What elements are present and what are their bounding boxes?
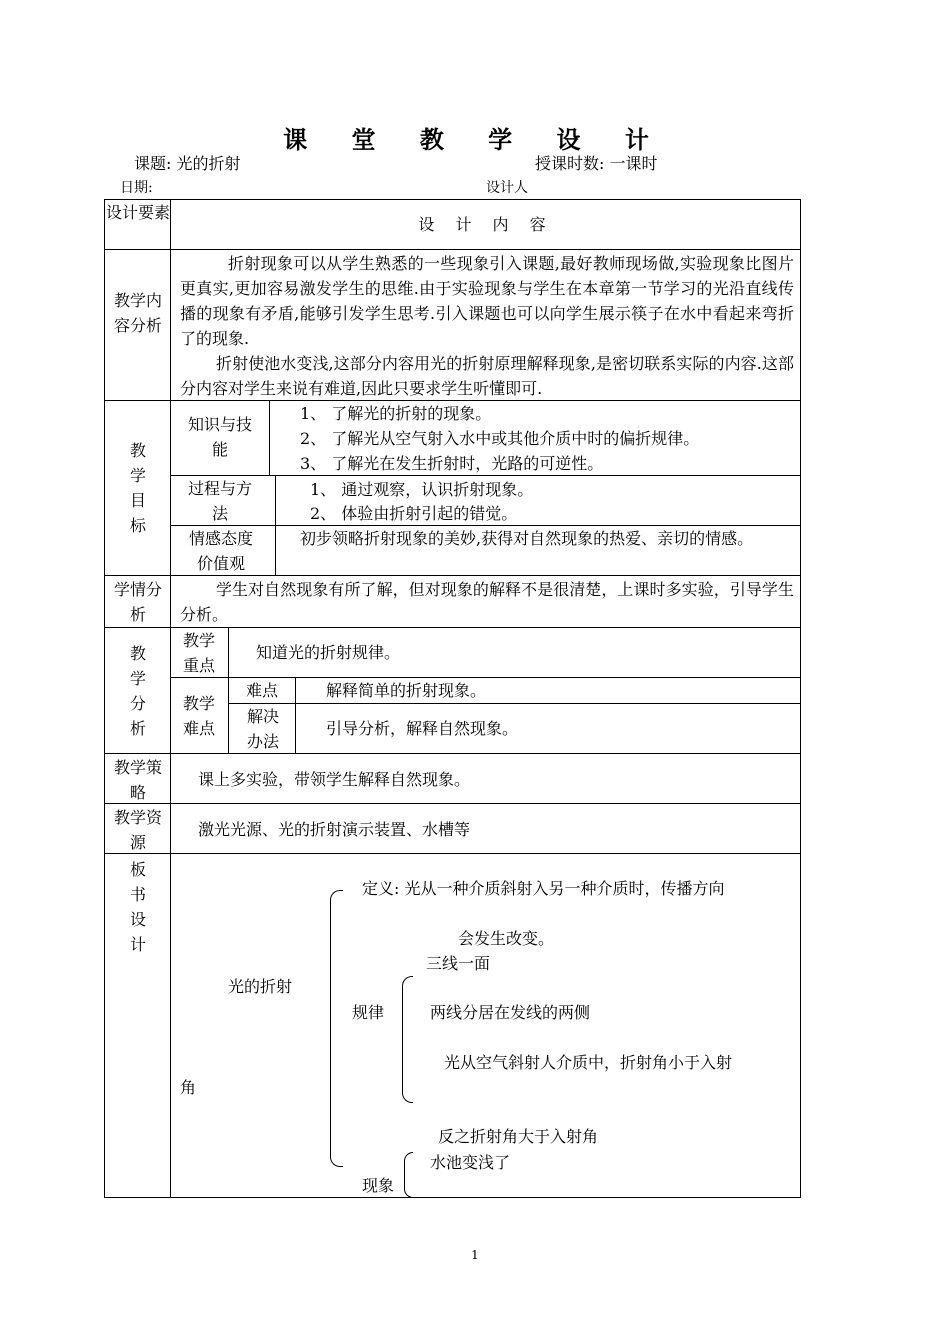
knowledge-label: 知识与技能	[188, 415, 253, 459]
knowledge-item: 1、 了解光的折射的现象。	[300, 404, 492, 423]
board-phenomenon-label: 现象	[362, 1176, 395, 1195]
col-header-content: 设 计 内 容	[418, 215, 554, 234]
main-brace	[330, 890, 343, 1167]
difficult-label: 教学难点	[182, 694, 215, 738]
cell-divider	[295, 677, 296, 753]
table-border-top	[104, 199, 801, 200]
analysis-label: 教学内容分析	[113, 291, 162, 335]
board-rule3: 光从空气斜射人介质中，折射角小于入射	[444, 1053, 733, 1072]
cell-divider	[275, 475, 276, 575]
process-item: 2、 体验由折射引起的错觉。	[310, 504, 518, 523]
board-topic: 光的折射	[228, 977, 293, 996]
cell-divider	[228, 703, 801, 704]
emotion-label: 情感态度价值观	[188, 529, 253, 573]
row-divider	[104, 853, 801, 854]
designer-label: 设计人	[486, 180, 528, 196]
table-border-right	[800, 199, 801, 1198]
analysis-para1: 折射现象可以从学生熟悉的一些现象引入课题,最好教师现场做,实验现象比图片更真实,更加容易激发学生的思维.由于实验现象与学生在本章第一节学习的光沿直线传播的现象有矛盾,能够引发学生思考.引入课题也可以向学生展示筷子在水中看起来弯折了的现象.	[180, 254, 794, 348]
analysis2-label: 教学分析	[129, 644, 146, 738]
row-divider	[104, 803, 801, 804]
board-definition-line1: 定义: 光从一种介质斜射入另一种介质时，传播方向	[362, 879, 725, 898]
analysis-para2: 折射使池水变浅,这部分内容用光的折射原理解释现象,是密切联系实际的内容.这部分内容对学生来说有难道,因此只要求学生听懂即可.	[180, 354, 794, 398]
board-rule-label: 规律	[352, 1003, 385, 1022]
solution-text: 引导分析，解释自然现象。	[326, 719, 519, 738]
goals-label: 教学目标	[129, 441, 146, 535]
process-label: 过程与方法	[188, 479, 253, 523]
resources-label: 教学资源	[113, 808, 162, 852]
date-label: 日期:	[120, 180, 153, 196]
board-rule1: 三线一面	[426, 954, 491, 973]
board-definition-line2: 会发生改变。	[458, 929, 555, 948]
board-rule2: 两线分居在发线的两侧	[430, 1003, 591, 1022]
cell-divider	[269, 400, 270, 475]
table-border-left	[104, 199, 105, 1198]
emotion-text: 初步领略折射现象的美妙,获得对自然现象的热爱、亲切的情感。	[300, 529, 754, 548]
key-label: 教学重点	[182, 631, 215, 675]
knowledge-item: 3、 了解光在发生折射时，光路的可逆性。	[300, 454, 604, 473]
learner-text: 学生对自然现象有所了解，但对现象的解释不是很清楚，上课时多实验，引导学生分析。	[180, 580, 794, 624]
solution-label: 解决办法	[246, 707, 279, 751]
label-column-divider	[170, 199, 171, 1198]
resources-text: 激光光源、光的折射演示装置、水槽等	[198, 820, 471, 839]
strategy-label: 教学策略	[113, 758, 162, 802]
topic-label: 课题: 光的折射	[134, 154, 241, 173]
table-border-bottom	[104, 1197, 801, 1198]
rule-brace	[402, 976, 413, 1103]
col-header-label: 设计要素	[106, 203, 171, 222]
learner-label: 学情分析	[113, 580, 162, 624]
board-rule3-cont: 角	[180, 1078, 197, 1097]
row-divider	[104, 753, 801, 754]
hours-label: 授课时数: 一课时	[535, 154, 658, 173]
row-divider	[104, 249, 801, 250]
knowledge-item: 2、 了解光从空气射入水中或其他介质中时的偏折规律。	[300, 429, 700, 448]
strategy-text: 课上多实验，带领学生解释自然现象。	[198, 770, 471, 789]
page-title: 课 堂 教 学 设 计	[283, 125, 667, 154]
process-item: 1、 通过观察，认识折射现象。	[310, 480, 534, 499]
difficulty-label: 难点	[245, 681, 278, 700]
difficulty-text: 解释简单的折射现象。	[326, 681, 487, 700]
key-text: 知道光的折射规律。	[256, 643, 401, 662]
phenomenon-brace	[404, 1152, 413, 1198]
board-label: 板书设计	[129, 860, 146, 954]
board-phenomenon-text: 水池变浅了	[430, 1153, 511, 1172]
board-rule4: 反之折射角大于入射角	[438, 1127, 599, 1146]
page-number: 1	[471, 1248, 479, 1262]
